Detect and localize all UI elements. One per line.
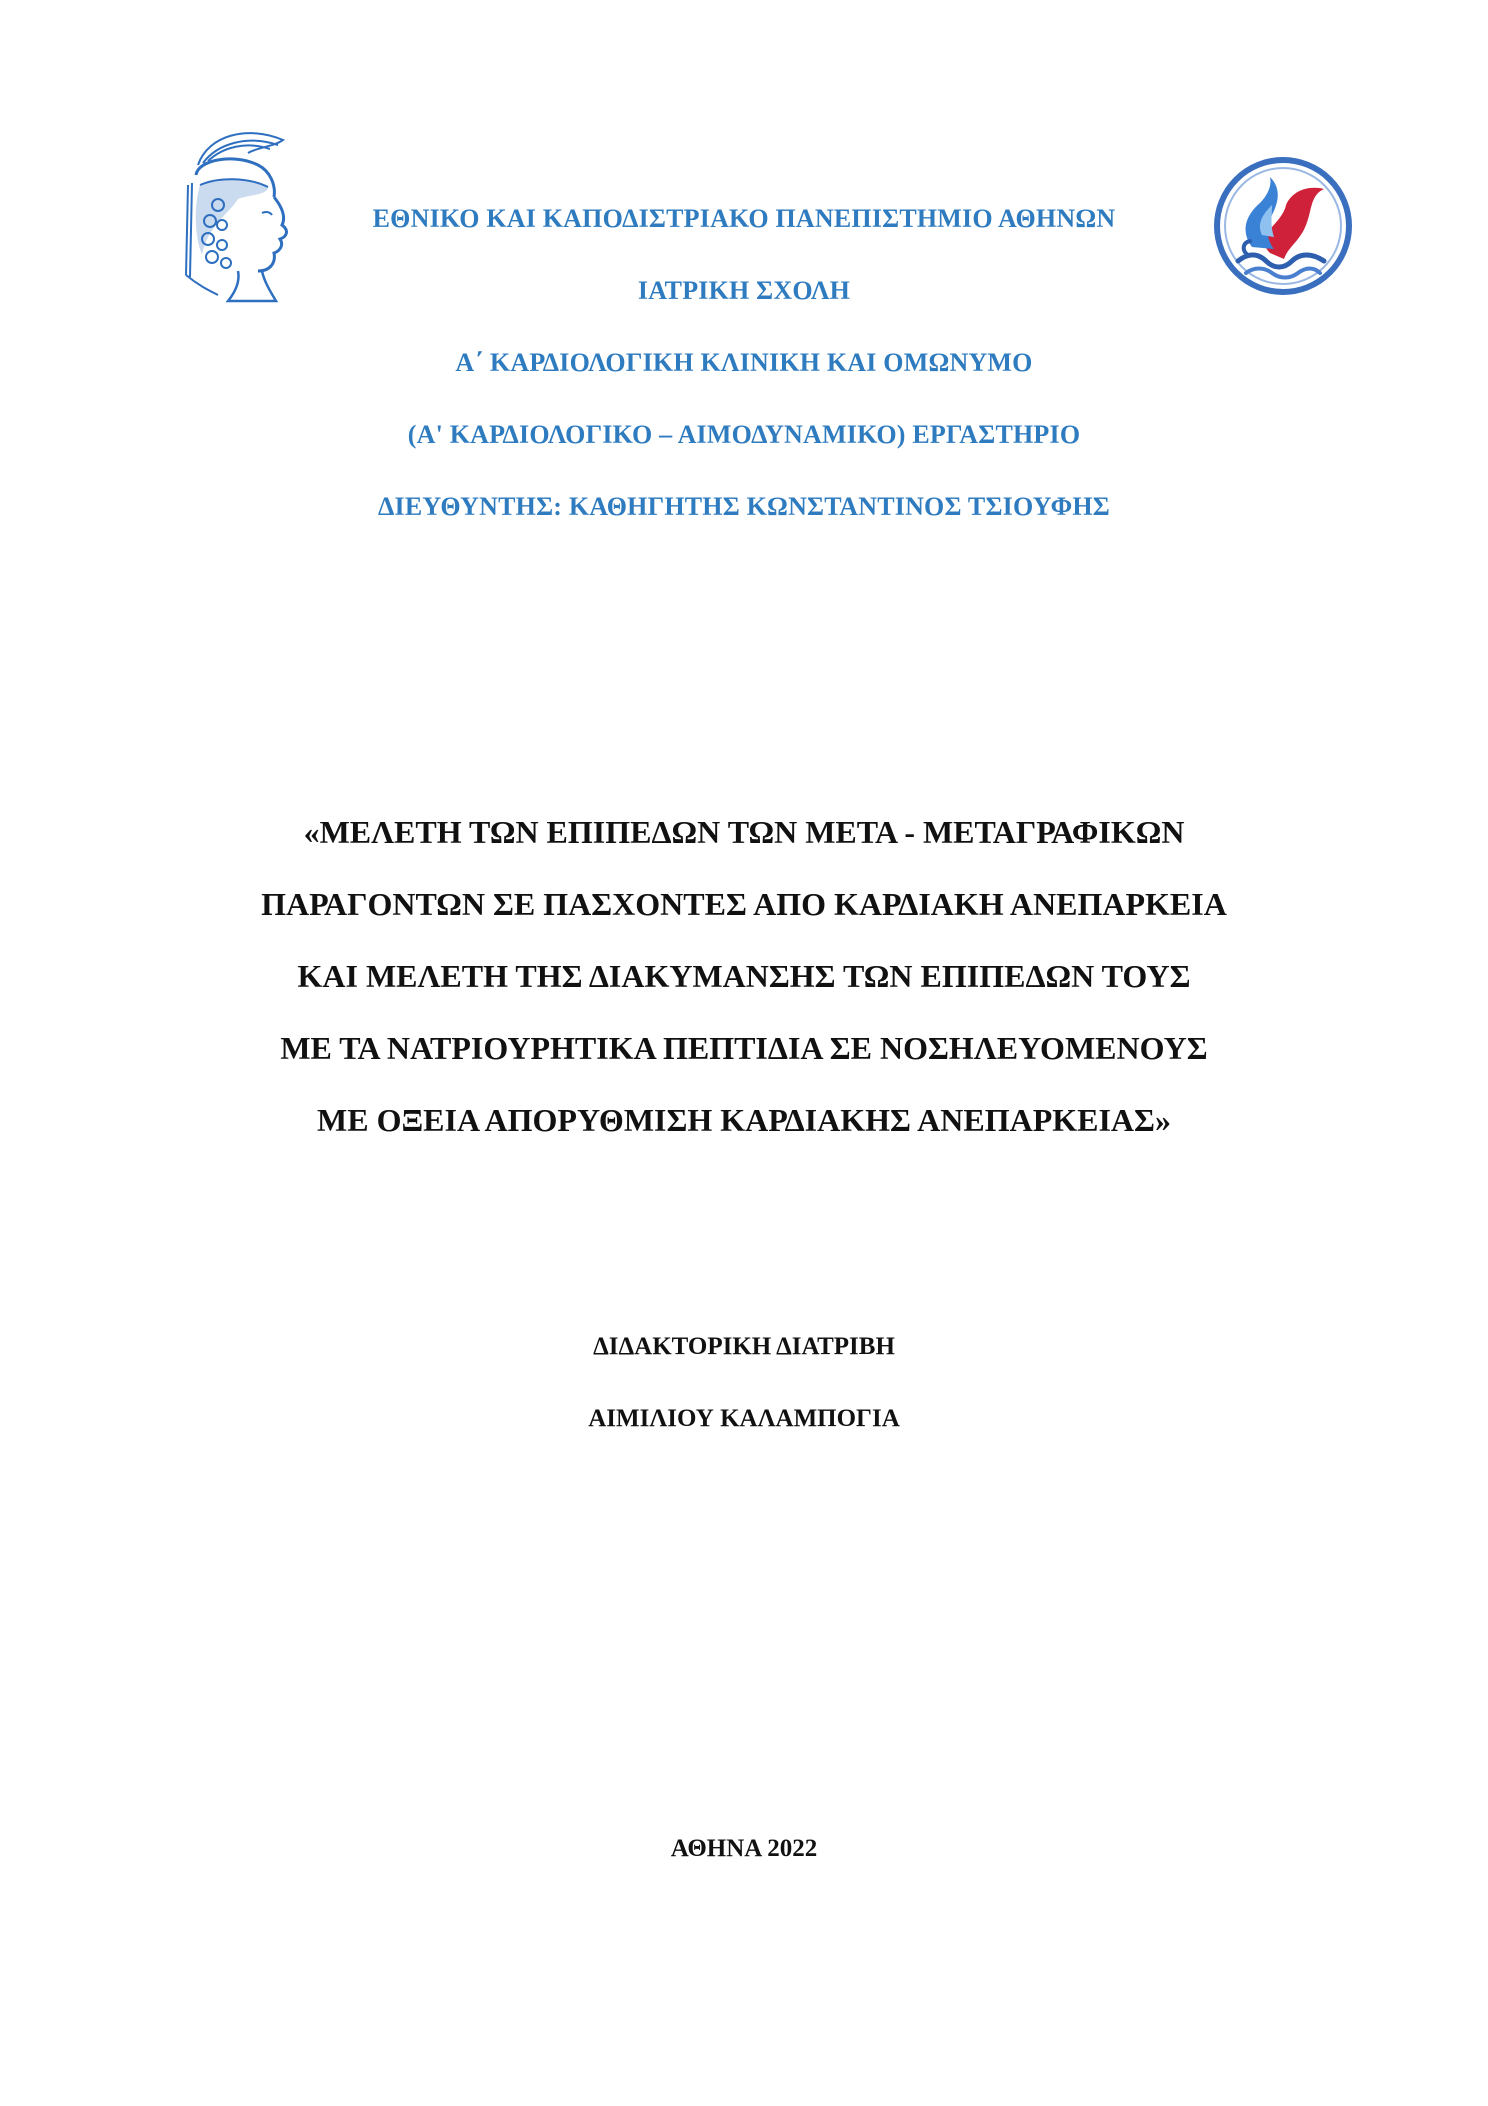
thesis-title-line: ΜΕ ΤΑ ΝΑΤΡΙΟΥΡΗΤΙΚΑ ΠΕΠΤΙΔΙΑ ΣΕ ΝΟΣΗΛΕΥΟΜΕΝΟΥΣ xyxy=(280,1030,1208,1066)
thesis-title-line: ΠΑΡΑΓΟΝΤΩΝ ΣΕ ΠΑΣΧΟΝΤΕΣ ΑΠΟ ΚΑΡΔΙΑΚΗ ΑΝΕΠΑΡΚΕΙΑ xyxy=(261,886,1227,922)
school-name: ΙΑΤΡΙΚΗ ΣΧΟΛΗ xyxy=(637,276,851,305)
thesis-type: ΔΙΔΑΚΤΟΡΙΚΗ ΔΙΑΤΡΙΒΗ xyxy=(593,1333,895,1360)
clinic-name: Α΄ ΚΑΡΔΙΟΛΟΓΙΚΗ ΚΛΙΝΙΚΗ ΚΑΙ ΟΜΩΝΥΜΟ xyxy=(455,348,1033,377)
thesis-title-line: «ΜΕΛΕΤΗ ΤΩΝ ΕΠΙΠΕΔΩΝ ΤΩΝ ΜΕΤΑ - ΜΕΤΑΓΡΑΦΙΚΩΝ xyxy=(303,814,1185,850)
thesis-author: ΑΙΜΙΛΙΟΥ ΚΑΛΑΜΠΟΓΙΑ xyxy=(588,1405,900,1432)
laboratory-name: (Α' ΚΑΡΔΙΟΛΟΓΙΚΟ – ΑΙΜΟΔΥΝΑΜΙΚΟ) ΕΡΓΑΣΤΗΡΙΟ xyxy=(407,420,1081,449)
university-name: ΕΘΝΙΚΟ ΚΑΙ ΚΑΠΟΔΙΣΤΡΙΑΚΟ ΠΑΝΕΠΙΣΤΗΜΙΟ ΑΘΗΝΩΝ xyxy=(372,204,1116,233)
thesis-title-line: ΜΕ ΟΞΕΙΑ ΑΠΟΡΥΘΜΙΣΗ ΚΑΡΔΙΑΚΗΣ ΑΝΕΠΑΡΚΕΙΑΣ» xyxy=(317,1102,1171,1138)
thesis-title xyxy=(0,796,1488,1156)
thesis-title-line: ΚΑΙ ΜΕΛΕΤΗ ΤΗΣ ΔΙΑΚΥΜΑΝΣΗΣ ΤΩΝ ΕΠΙΠΕΔΩΝ ΤΟΥΣ xyxy=(297,958,1191,994)
place-year: ΑΘΗΝΑ 2022 xyxy=(670,1835,818,1862)
director-line: ΔΙΕΥΘΥΝΤΗΣ: ΚΑΘΗΓΗΤΗΣ ΚΩΝΣΤΑΝΤΙΝΟΣ ΤΣΙΟΥΦΗΣ xyxy=(378,492,1110,521)
